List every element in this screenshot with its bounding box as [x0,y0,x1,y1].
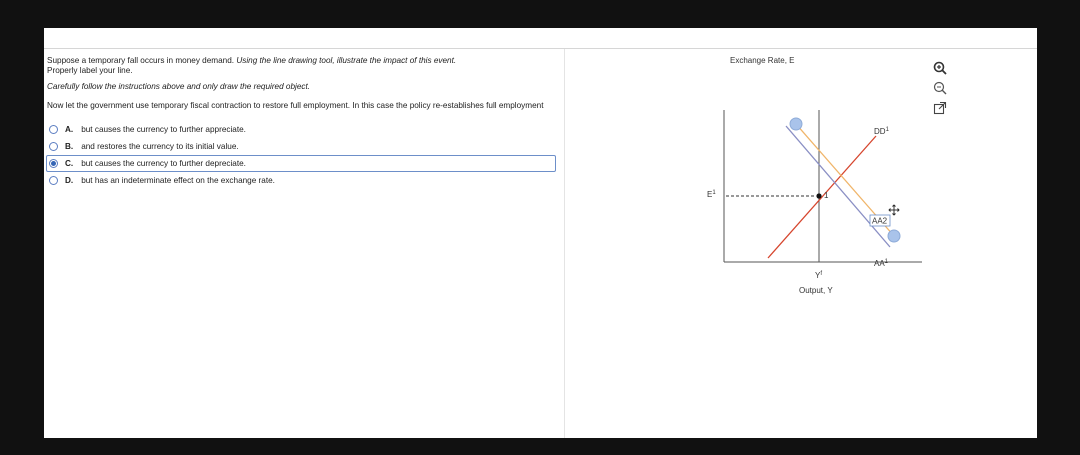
option-text: and restores the currency to its initial value. [81,141,239,151]
radio-d[interactable] [49,176,58,185]
scenario-text: Now let the government use temporary fiscal contraction to restore full employment. In this case the policy re-establishes full employment [47,101,544,110]
option-d[interactable] [47,172,559,189]
option-letter: A. [65,124,74,134]
option-text: but causes the currency to further appreciate. [81,124,246,134]
external-link-icon[interactable] [932,100,948,116]
x-axis-label: Output, Y [799,286,833,295]
question-prompt [47,56,559,76]
zoom-out-icon[interactable] [932,80,948,96]
radio-b[interactable] [49,142,58,151]
dd-label: $DD^1$ [874,127,889,136]
panel-divider [564,49,565,438]
option-a[interactable] [47,121,559,138]
option-text: but causes the currency to further depreciate. [81,158,246,168]
e1-tick-label: $E^1$ [707,190,716,199]
caution-text: Carefully follow the instructions above and only draw the required object. [47,82,311,91]
radio-selected-dot [51,161,56,166]
yf-tick-label: $Y^f$ [815,271,823,280]
option-letter: D. [65,175,74,185]
graph-area[interactable] [704,50,934,300]
move-cursor-icon [889,205,899,215]
option-text: but has an indeterminate effect on the exchange rate. [81,175,275,185]
graph-toolbar [932,60,952,120]
option-letter: C. [65,158,74,168]
aa1-label: $AA^1$ [874,259,889,268]
question-panel [44,28,1037,438]
equilibrium-point-1 [816,193,821,198]
radio-a[interactable] [49,125,58,134]
radio-c[interactable] [49,159,58,168]
y-axis-label: Exchange Rate, E [730,56,795,65]
option-b[interactable] [47,138,559,155]
option-c[interactable] [46,155,556,172]
top-bar [44,28,1037,49]
prompt-instruction: Using the line drawing tool, illustrate the impact of this event. [236,56,457,65]
aa2-end-handle[interactable] [888,230,900,242]
aa2-start-handle[interactable] [790,118,802,130]
prompt-label-instruction: Properly label your line. [47,66,133,75]
aa1-curve [786,126,890,247]
answer-options [47,121,559,189]
aa2-label[interactable]: AA2 [872,216,888,226]
question-area [47,56,559,189]
prompt-text: Suppose a temporary fall occurs in money demand. [47,56,235,65]
point-1-label: 1 [824,191,829,200]
zoom-in-icon[interactable] [932,60,948,76]
graph-svg[interactable] [704,50,934,300]
option-letter: B. [65,141,74,151]
